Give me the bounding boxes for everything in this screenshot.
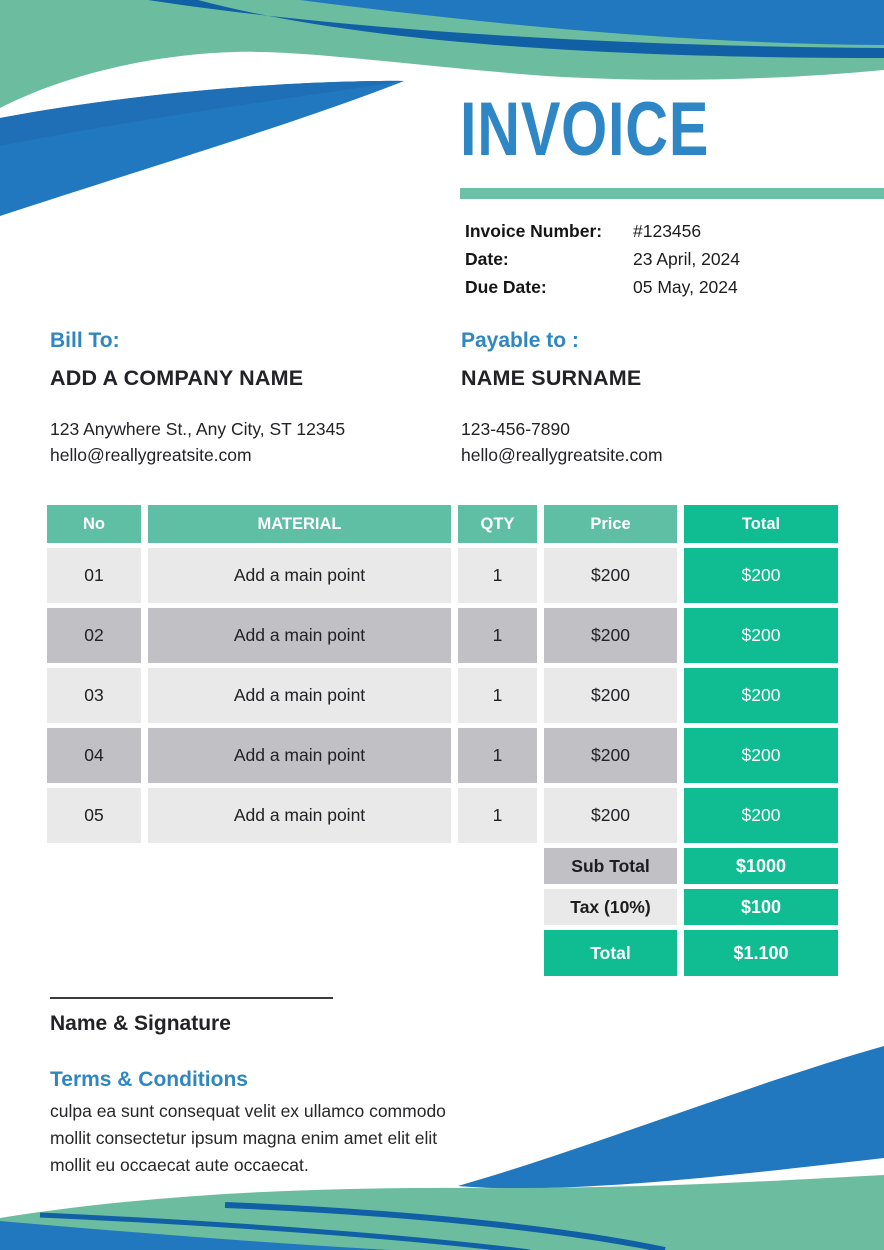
cell-no: 05 [47,788,141,843]
meta-value: 05 May, 2024 [633,276,738,297]
top-wave-decoration [0,0,884,320]
signature-label: Name & Signature [50,1012,231,1035]
summary-value: $1000 [684,848,838,884]
meta-label: Date: [465,248,509,269]
column-header-material: MATERIAL [148,505,451,543]
cell-price: $200 [544,608,677,663]
payable-to-email: hello@reallygreatsite.com [461,445,663,465]
invoice-meta [465,217,740,301]
column-header-price: Price [544,505,677,543]
bill-to-email: hello@reallygreatsite.com [50,445,252,465]
bill-to-heading: Bill To: [50,329,120,352]
meta-value: 23 April, 2024 [633,248,741,269]
cell-price: $200 [544,548,677,603]
cell-material: Add a main point [148,728,451,783]
invoice-meta-row [465,217,740,245]
items-table [47,505,838,843]
summary-value: $100 [684,889,838,925]
terms-heading: Terms & Conditions [50,1068,248,1091]
cell-no: 03 [47,668,141,723]
cell-qty: 1 [458,788,537,843]
cell-total: $200 [684,548,838,603]
summary-label: Tax (10%) [544,889,677,925]
cell-no: 01 [47,548,141,603]
bill-to-address: 123 Anywhere St., Any City, ST 12345 [50,419,346,439]
cell-price: $200 [544,788,677,843]
invoice-meta-row [465,245,740,273]
terms-body: culpa ea sunt consequat velit ex ullamco commodo mollit consectetur ipsum magna enim amet elit elit mollit eu occaecat aute occaecat. [50,1101,446,1175]
cell-material: Add a main point [148,548,451,603]
bill-to-company: ADD A COMPANY NAME [50,366,304,390]
payable-to-phone: 123-456-7890 [461,419,570,439]
summary-label: Total [544,930,677,976]
cell-total: $200 [684,788,838,843]
column-header-qty: QTY [458,505,537,543]
column-header-no: No [47,505,141,543]
signature-line [50,997,333,999]
meta-label: Invoice Number: [465,220,603,241]
cell-total: $200 [684,728,838,783]
cell-price: $200 [544,728,677,783]
cell-total: $200 [684,608,838,663]
summary-table [544,848,838,976]
cell-material: Add a main point [148,608,451,663]
blue-crescent-wave [458,1046,884,1188]
cell-price: $200 [544,668,677,723]
meta-label: Due Date: [465,276,547,297]
cell-material: Add a main point [148,788,451,843]
cell-qty: 1 [458,728,537,783]
summary-label: Sub Total [544,848,677,884]
accent-bar [460,188,884,199]
cell-no: 02 [47,608,141,663]
cell-qty: 1 [458,668,537,723]
invoice-title: INVOICE [460,87,710,172]
invoice-meta-row [465,273,740,301]
cell-qty: 1 [458,548,537,603]
payable-to-name: NAME SURNAME [461,366,642,390]
meta-value: #123456 [633,220,702,241]
cell-no: 04 [47,728,141,783]
cell-material: Add a main point [148,668,451,723]
payable-to-heading: Payable to : [461,329,579,352]
summary-value: $1.100 [684,930,838,976]
cell-total: $200 [684,668,838,723]
cell-qty: 1 [458,608,537,663]
column-header-total: Total [684,505,838,543]
